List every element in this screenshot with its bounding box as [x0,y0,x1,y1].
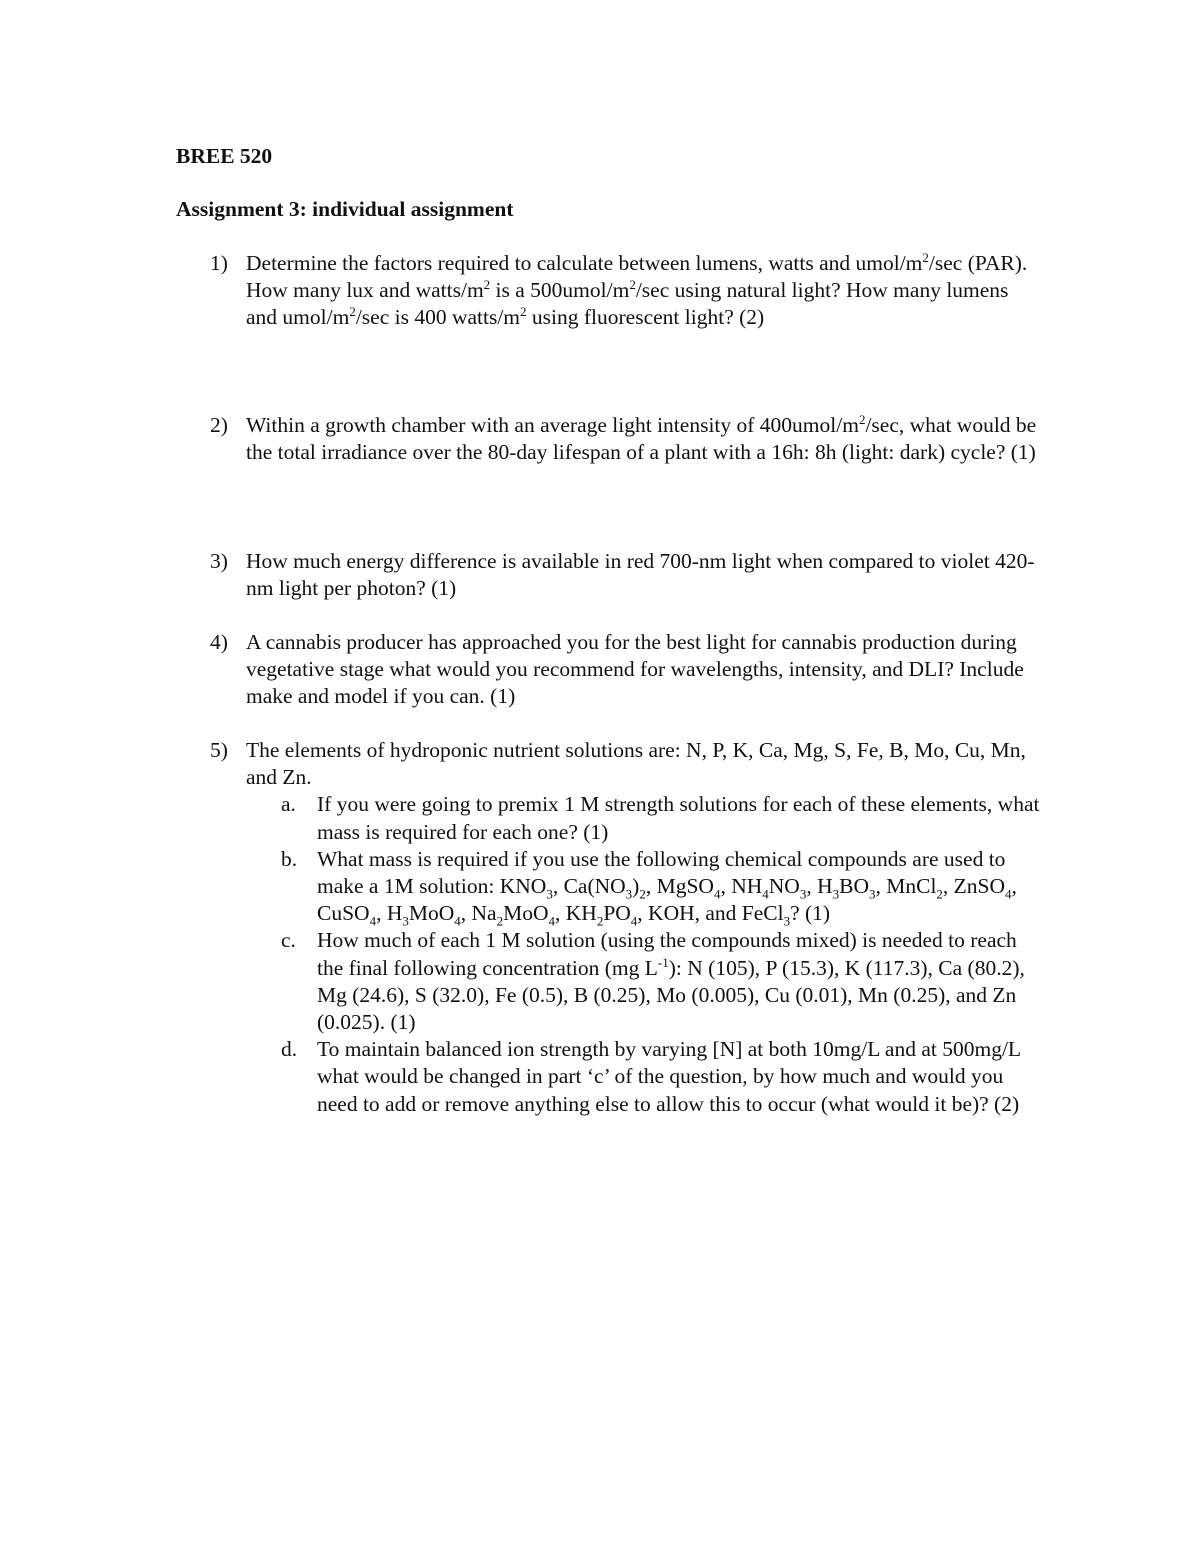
subquestion-letter: b. [281,846,298,871]
question-1 [210,250,1040,332]
question-4 [210,629,1040,711]
subquestion-letter: c. [281,928,296,953]
subquestion-text: What mass is required if you use the following chemical compounds are used to make a 1M solution: $KNO_3$, $Ca(NO_3)_2$, MgSO$_4$, $NH_4NO_3$, $H_3BO_3$, MnCl$_2$, ZnSO$_4$, CuSO$_4$, $H_3MoO_4$, $Na_2MoO_4$, $KH_2PO_4$, KOH, and FeCl$_3$? (1) [317,846,1017,929]
question-3 [210,548,1040,602]
question-number: 1) [210,251,228,275]
course-code: BREE 520 [176,144,273,168]
question-number: 3) [210,549,228,573]
question-text: A cannabis producer has approached you for the best light for cannabis production during vegetative stage what would you recommend for wavelengths, intensity, and DLI? Include make and model if you can. (1) [246,630,1024,709]
question-text: How much energy difference is available in red 700-nm light when compared to violet 420-nm light per photon? (1) [246,549,1035,601]
subquestion-a [281,791,1040,845]
assignment-title: Assignment 3: individual assignment [176,197,514,221]
question-number: 2) [210,413,228,437]
subquestion-text: How much of each 1 M solution (using the compounds mixed) is needed to reach the final following concentration (mg $L^{-1}$): N (105), P (15.3), K (117.3), Ca (80.2), Mg (24.6), S (32.0), Fe (0.5), B (0.25), Mo (0.005), Cu (0.01), Mn (0.25), and Zn (0.025). (1) [317,928,1025,1035]
question-text: Within a growth chamber with an average light intensity of $400umol/m^2/\sec$, what would be the total irradiance over the 80-day lifespan of a plant with a 16h: 8h (light: dark) cycle? (1) [246,411,1037,465]
subquestion-d [281,1036,1040,1118]
subquestion-b [281,846,1040,928]
subquestion-letter: d. [281,1037,298,1062]
subquestion-c [281,927,1040,1036]
subquestion-text: If you were going to premix 1 M strength solutions for each of these elements, what mass is required for each one? (1) [317,792,1040,844]
question-text: Determine the factors required to calculate between lumens, watts and umol/$m^2/\sec$ (PAR). How many lux and watts/$m^2$ is a $500umol/m^2/\sec$ using natural light? How many lumens and umol/$m^2/\sec$ is 400 watts/$m^2$ using fluorescent light? (2) [246,249,1028,330]
question-number: 5) [210,738,228,762]
subquestion-letter: a. [281,792,296,817]
question-text: The elements of hydroponic nutrient solutions are: N, P, K, Ca, Mg, S, Fe, B, Mo, Cu, Mn, and Zn. [246,738,1026,790]
question-2 [210,412,1040,466]
question-number: 4) [210,630,228,654]
question-5 [210,737,1040,1118]
subquestion-text: To maintain balanced ion strength by varying [N] at both 10mg/L and at 500mg/L what would be changed in part ‘c’ of the question, by how much and would you need to add or remove anything else to allow this to occur (what would it be)? (2) [317,1037,1021,1116]
